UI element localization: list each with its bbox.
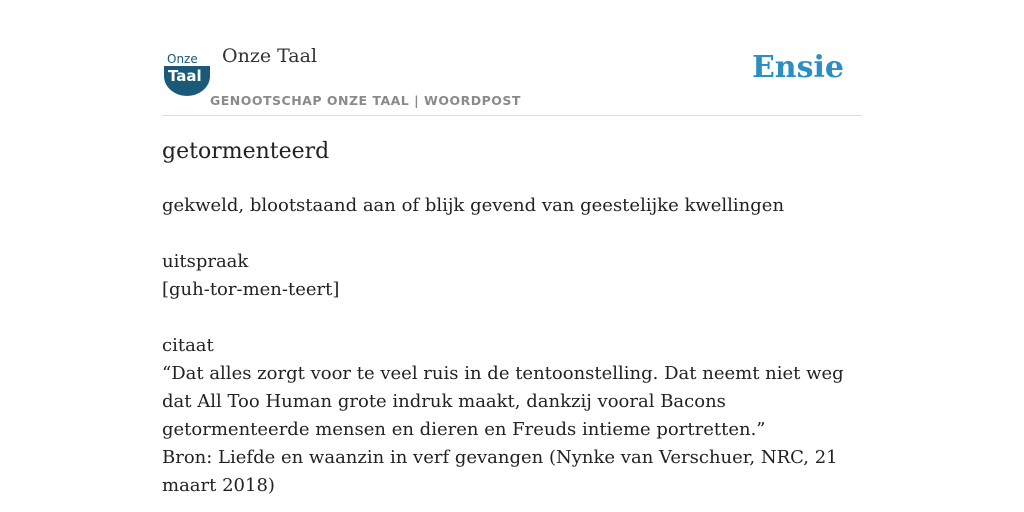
quote-label: citaat [162,335,214,356]
logo-text-taal: Taal [168,67,202,85]
quote-text: “Dat alles zorgt voor te veel ruis in de tentoonstelling. Dat neemt niet weg dat All Too Human grote indruk maakt, dankzij vooral Bacons getormenteerde mensen en dieren en Freuds intieme portretten.” [162,363,844,440]
brand-subtitle: GENOOTSCHAP ONZE TAAL | WOORDPOST [210,93,521,108]
entry-definition: gekweld, blootstaand aan of blijk gevend van geestelijke kwellingen [162,195,785,216]
logo-text-onze: Onze [167,52,198,66]
entry-body [162,192,862,500]
quote-source: Bron: Liefde en waanzin in verf gevangen (Nynke van Verschuer, NRC, 21 maart 2018) [162,447,838,496]
spacer [162,304,862,332]
entry-card [162,0,862,512]
entry-term: getormenteerd [162,139,330,164]
onze-taal-logo[interactable] [162,50,212,96]
brand-name[interactable]: Onze Taal [222,45,318,67]
pronunciation-value: [guh-tor-men-teert] [162,279,340,300]
spacer [162,220,862,248]
pronunciation-label: uitspraak [162,251,249,272]
ensie-logo[interactable]: Ensie [751,50,844,85]
header-divider [162,115,862,116]
